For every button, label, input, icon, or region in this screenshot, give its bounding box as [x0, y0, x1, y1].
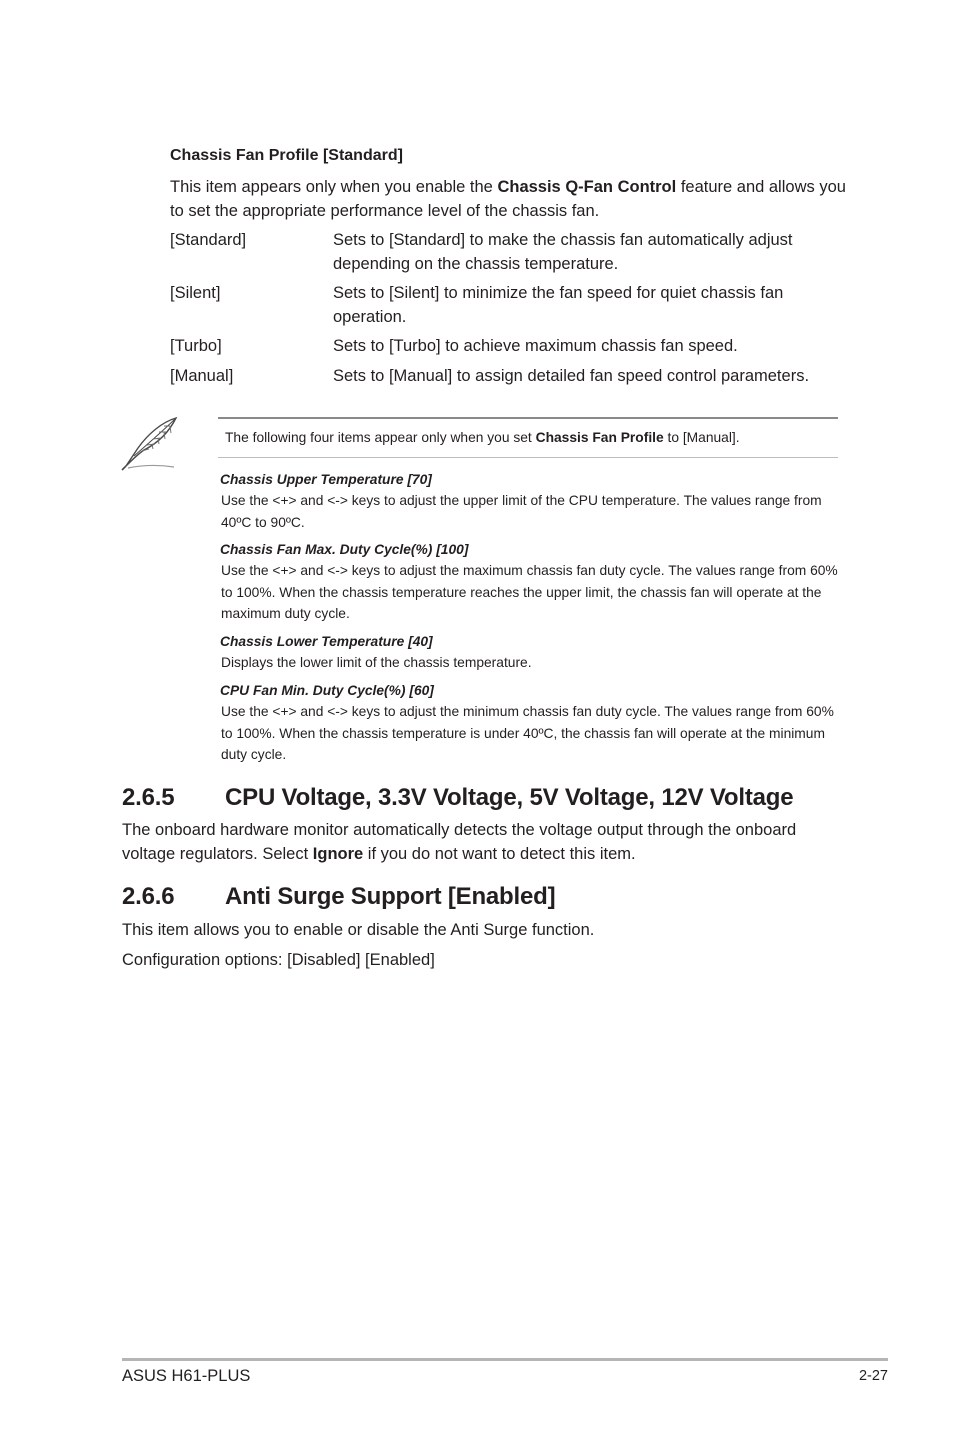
- sub-item-upper-temp: [220, 469, 840, 533]
- option-value: Sets to [Silent] to minimize the fan speed for quiet chassis fan operation.: [333, 284, 784, 326]
- option-value: Sets to [Turbo] to achieve maximum chassis fan speed.: [333, 337, 738, 355]
- sub-item-desc: Use the <+> and <-> keys to adjust the maximum chassis fan duty cycle. The values range from 60% to 100%. When the chassis temperature reaches the upper limit, the chassis fan will operate at the maximum duty cycle.: [221, 563, 838, 621]
- footer-page-number: 2-27: [858, 1368, 888, 1384]
- sub-item-desc: Displays the lower limit of the chassis temperature.: [221, 655, 532, 670]
- option-key: [Standard]: [170, 231, 247, 249]
- fan-profile-desc-text: This item appears only when you enable the: [170, 178, 498, 196]
- section-2-6-5-body: [122, 819, 842, 866]
- sub-item-title: Chassis Lower Temperature [40]: [220, 634, 433, 649]
- section-heading-2-6-5: [122, 784, 793, 812]
- section-title: CPU Voltage, 3.3V Voltage, 5V Voltage, 12V Voltage: [225, 784, 794, 811]
- section-heading-2-6-6: [122, 883, 555, 911]
- section-2-6-6-config: Configuration options: [Disabled] [Enabled]: [122, 951, 435, 969]
- section-number: 2.6.5: [122, 784, 175, 811]
- sub-item-lower-temp: [220, 631, 840, 674]
- sub-item-title: Chassis Upper Temperature [70]: [220, 472, 432, 487]
- body-bold: Ignore: [312, 844, 364, 863]
- sub-item-title: CPU Fan Min. Duty Cycle(%) [60]: [220, 683, 434, 698]
- footer-rule: [122, 1358, 888, 1361]
- sub-item-desc: Use the <+> and <-> keys to adjust the minimum chassis fan duty cycle. The values range from 60% to 100%. When the chassis temperature is under 40ºC, the chassis fan will operate at the minimum duty cycle.: [221, 704, 834, 762]
- feather-pen-icon: [118, 414, 184, 474]
- sub-item-title: Chassis Fan Max. Duty Cycle(%) [100]: [220, 542, 469, 557]
- option-key: [Turbo]: [170, 337, 222, 355]
- note-text-bold: Chassis Fan Profile: [535, 430, 664, 445]
- section-title: Anti Surge Support [Enabled]: [225, 883, 556, 910]
- fan-profile-title: Chassis Fan Profile [Standard]: [170, 147, 403, 164]
- sub-item-desc: Use the <+> and <-> keys to adjust the upper limit of the CPU temperature. The values range from 40ºC to 90ºC.: [221, 493, 822, 530]
- note-text-start: The following four items appear only when you set: [225, 430, 536, 445]
- option-key: [Manual]: [170, 367, 234, 385]
- note-top-rule: [218, 417, 838, 419]
- body-text: The onboard hardware monitor automatically detects the voltage output through the onboard voltage regulators. Select: [122, 821, 797, 863]
- option-key: [Silent]: [170, 284, 221, 302]
- note-text: [225, 428, 740, 448]
- option-row-silent: [170, 282, 850, 329]
- body-text-end: if you do not want to detect this item.: [363, 844, 636, 863]
- fan-profile-desc-text-end: feature and allows you to set the appropriate performance level of the chassis fan.: [170, 178, 846, 220]
- fan-profile-description: [170, 176, 850, 223]
- note-text-end: to [Manual].: [663, 430, 740, 445]
- fan-profile-desc-bold: Chassis Q-Fan Control: [497, 178, 677, 196]
- sub-item-min-duty: [220, 680, 840, 766]
- sub-item-max-duty: [220, 539, 840, 625]
- section-2-6-6-body: This item allows you to enable or disable the Anti Surge function.: [122, 921, 595, 939]
- option-row-turbo: [170, 335, 850, 359]
- option-value: Sets to [Standard] to make the chassis fan automatically adjust depending on the chassis temperature.: [333, 231, 793, 273]
- option-value: Sets to [Manual] to assign detailed fan speed control parameters.: [333, 367, 810, 385]
- footer-product-name: ASUS H61-PLUS: [122, 1367, 251, 1385]
- section-number: 2.6.6: [122, 883, 175, 910]
- option-row-standard: [170, 229, 850, 276]
- option-row-manual: [170, 365, 850, 389]
- note-bottom-rule: [218, 457, 838, 458]
